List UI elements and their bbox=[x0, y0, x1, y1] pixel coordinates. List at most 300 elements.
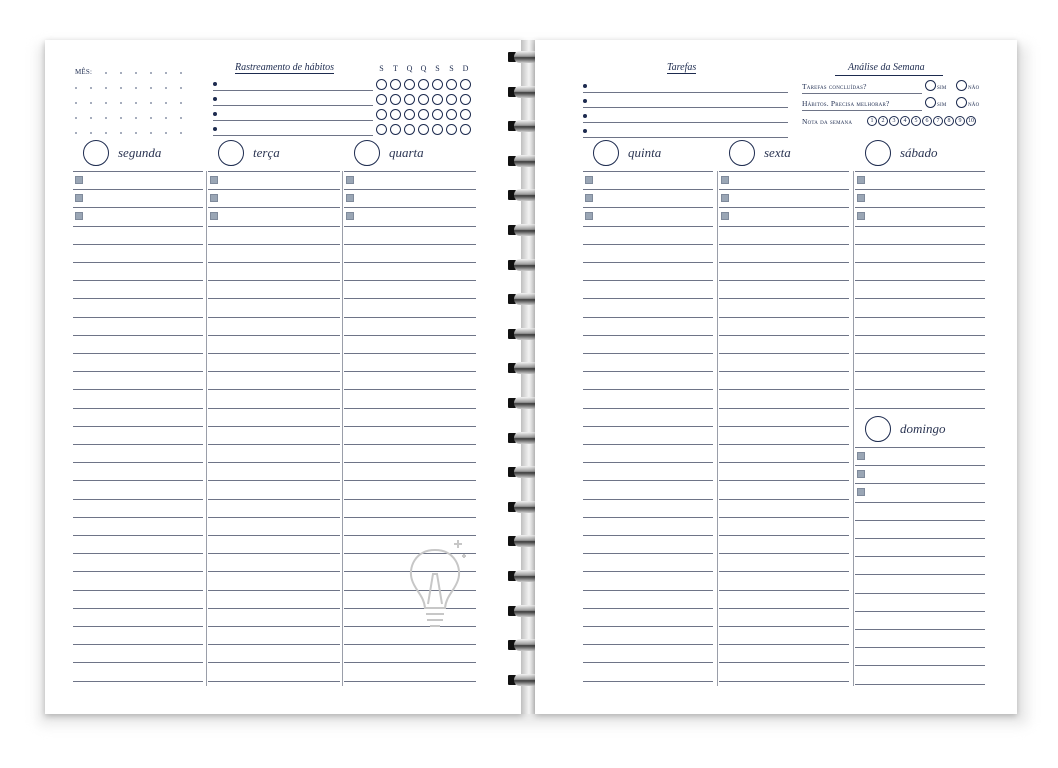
task-checkbox[interactable] bbox=[346, 176, 354, 184]
note-line[interactable] bbox=[208, 626, 340, 627]
note-line[interactable] bbox=[719, 335, 849, 336]
note-line[interactable] bbox=[73, 644, 203, 645]
habit-check-circle[interactable] bbox=[390, 124, 401, 135]
note-line[interactable] bbox=[208, 408, 340, 409]
note-line[interactable] bbox=[344, 517, 476, 518]
note-line[interactable] bbox=[73, 681, 203, 682]
note-line[interactable] bbox=[344, 353, 476, 354]
grid-dot bbox=[165, 87, 167, 89]
note-line[interactable] bbox=[583, 207, 713, 208]
note-line[interactable] bbox=[855, 574, 985, 575]
task-line[interactable] bbox=[583, 107, 788, 108]
habit-check-circle[interactable] bbox=[460, 124, 471, 135]
grid-dot bbox=[90, 102, 92, 104]
note-line[interactable] bbox=[344, 189, 476, 190]
rating-circle-10[interactable]: 10 bbox=[968, 118, 974, 124]
note-line[interactable] bbox=[208, 480, 340, 481]
column-divider bbox=[717, 171, 718, 686]
note-line[interactable] bbox=[719, 262, 849, 263]
rating-label: Nota da semana bbox=[802, 117, 853, 126]
day-name-sábado: sábado bbox=[900, 145, 938, 160]
note-line[interactable] bbox=[855, 611, 985, 612]
note-line[interactable] bbox=[583, 408, 713, 409]
note-line[interactable] bbox=[583, 298, 713, 299]
note-line[interactable] bbox=[344, 462, 476, 463]
habit-check-circle[interactable] bbox=[390, 94, 401, 105]
rating-circle-7[interactable]: 7 bbox=[933, 116, 943, 126]
task-line[interactable] bbox=[583, 137, 788, 138]
note-line[interactable] bbox=[344, 444, 476, 445]
note-line[interactable] bbox=[344, 335, 476, 336]
lightbulb-icon bbox=[400, 530, 470, 640]
habit-check-circle[interactable] bbox=[432, 109, 443, 120]
note-line[interactable] bbox=[855, 189, 985, 190]
note-line[interactable] bbox=[344, 280, 476, 281]
note-line[interactable] bbox=[73, 244, 203, 245]
task-checkbox[interactable] bbox=[857, 452, 865, 460]
task-checkbox[interactable] bbox=[585, 212, 593, 220]
note-line[interactable] bbox=[208, 553, 340, 554]
rating-circle-9[interactable]: 9 bbox=[955, 116, 965, 126]
note-line[interactable] bbox=[719, 189, 849, 190]
note-line[interactable] bbox=[583, 571, 713, 572]
task-bullet bbox=[583, 99, 587, 103]
note-line[interactable] bbox=[208, 171, 340, 172]
note-line[interactable] bbox=[855, 447, 985, 448]
habit-day-letter: T bbox=[393, 64, 398, 73]
note-line[interactable] bbox=[208, 298, 340, 299]
tasks-title: Tarefas bbox=[667, 62, 697, 73]
note-line[interactable] bbox=[583, 389, 713, 390]
note-line[interactable] bbox=[73, 371, 203, 372]
note-line[interactable] bbox=[719, 571, 849, 572]
day-name-quarta: quarta bbox=[389, 145, 424, 160]
note-line[interactable] bbox=[208, 335, 340, 336]
task-checkbox[interactable] bbox=[585, 176, 593, 184]
day-name-segunda: segunda bbox=[118, 145, 162, 160]
note-line[interactable] bbox=[344, 207, 476, 208]
note-line[interactable] bbox=[73, 462, 203, 463]
grid-dot bbox=[105, 132, 107, 134]
note-line[interactable] bbox=[855, 207, 985, 208]
note-line[interactable] bbox=[208, 189, 340, 190]
task-checkbox[interactable] bbox=[75, 176, 83, 184]
note-line[interactable] bbox=[719, 626, 849, 627]
note-line[interactable] bbox=[719, 499, 849, 500]
note-line[interactable] bbox=[583, 462, 713, 463]
habit-check-circle[interactable] bbox=[446, 109, 457, 120]
note-line[interactable] bbox=[855, 520, 985, 521]
grid-dot bbox=[150, 72, 152, 74]
note-line[interactable] bbox=[344, 408, 476, 409]
note-line[interactable] bbox=[73, 444, 203, 445]
note-line[interactable] bbox=[208, 353, 340, 354]
note-line[interactable] bbox=[73, 590, 203, 591]
note-line[interactable] bbox=[344, 681, 476, 682]
note-line[interactable] bbox=[73, 298, 203, 299]
note-line[interactable] bbox=[73, 280, 203, 281]
note-line[interactable] bbox=[73, 226, 203, 227]
habit-check-circle[interactable] bbox=[460, 94, 471, 105]
note-line[interactable] bbox=[719, 608, 849, 609]
note-line[interactable] bbox=[583, 262, 713, 263]
note-line[interactable] bbox=[208, 389, 340, 390]
rating-circle-6[interactable]: 6 bbox=[922, 116, 932, 126]
habit-day-letter: S bbox=[435, 64, 440, 73]
habit-check-circle[interactable] bbox=[460, 109, 471, 120]
note-line[interactable] bbox=[583, 681, 713, 682]
note-line[interactable] bbox=[583, 608, 713, 609]
note-line[interactable] bbox=[719, 244, 849, 245]
note-line[interactable] bbox=[719, 207, 849, 208]
habit-check-circle[interactable] bbox=[460, 79, 471, 90]
note-line[interactable] bbox=[583, 317, 713, 318]
note-line[interactable] bbox=[73, 608, 203, 609]
grid-dot bbox=[120, 72, 122, 74]
grid-dot bbox=[105, 117, 107, 119]
habit-check-circle[interactable] bbox=[446, 94, 457, 105]
task-checkbox[interactable] bbox=[75, 212, 83, 220]
note-line[interactable] bbox=[73, 571, 203, 572]
habit-day-letter: D bbox=[462, 64, 469, 73]
note-line[interactable] bbox=[855, 593, 985, 594]
day-name-sexta: sexta bbox=[764, 145, 791, 160]
task-checkbox[interactable] bbox=[721, 212, 729, 220]
task-checkbox[interactable] bbox=[857, 488, 865, 496]
note-line[interactable] bbox=[583, 371, 713, 372]
note-line[interactable] bbox=[583, 499, 713, 500]
note-line[interactable] bbox=[344, 262, 476, 263]
habit-day-letter: Q bbox=[406, 64, 413, 73]
note-line[interactable] bbox=[208, 207, 340, 208]
habit-check-circle[interactable] bbox=[418, 124, 429, 135]
domingo-circle bbox=[865, 416, 891, 442]
note-line[interactable] bbox=[208, 608, 340, 609]
habit-bullet bbox=[213, 82, 217, 86]
note-line[interactable] bbox=[344, 171, 476, 172]
habit-check-circle[interactable] bbox=[390, 109, 401, 120]
note-line[interactable] bbox=[855, 483, 985, 484]
task-checkbox[interactable] bbox=[210, 194, 218, 202]
rating-circle-8[interactable]: 8 bbox=[944, 116, 954, 126]
grid-dot bbox=[150, 132, 152, 134]
grid-dot bbox=[120, 132, 122, 134]
note-line[interactable] bbox=[855, 684, 985, 685]
note-line[interactable] bbox=[344, 371, 476, 372]
grid-dot bbox=[105, 87, 107, 89]
note-line[interactable] bbox=[855, 244, 985, 245]
note-line[interactable] bbox=[719, 298, 849, 299]
grid-dot bbox=[90, 117, 92, 119]
habit-check-circle[interactable] bbox=[404, 94, 415, 105]
habits-yes-radio[interactable] bbox=[925, 97, 936, 108]
note-line[interactable] bbox=[208, 499, 340, 500]
habit-bullet bbox=[213, 127, 217, 131]
habit-check-circle[interactable] bbox=[390, 79, 401, 90]
note-line[interactable] bbox=[208, 644, 340, 645]
habit-day-letter: S bbox=[449, 64, 454, 73]
grid-dot bbox=[180, 102, 182, 104]
note-line[interactable] bbox=[73, 662, 203, 663]
column-divider bbox=[206, 171, 207, 686]
note-line[interactable] bbox=[583, 553, 713, 554]
note-line[interactable] bbox=[73, 335, 203, 336]
note-line[interactable] bbox=[855, 647, 985, 648]
note-line[interactable] bbox=[344, 480, 476, 481]
grid-dot bbox=[135, 102, 137, 104]
note-line[interactable] bbox=[73, 517, 203, 518]
grid-dot bbox=[150, 87, 152, 89]
note-line[interactable] bbox=[719, 408, 849, 409]
note-line[interactable] bbox=[583, 226, 713, 227]
habit-day-letter: Q bbox=[420, 64, 427, 73]
note-line[interactable] bbox=[208, 662, 340, 663]
habit-bullet bbox=[213, 97, 217, 101]
note-line[interactable] bbox=[73, 207, 203, 208]
habit-line[interactable] bbox=[213, 105, 373, 106]
note-line[interactable] bbox=[583, 244, 713, 245]
grid-dot bbox=[150, 117, 152, 119]
note-line[interactable] bbox=[208, 444, 340, 445]
note-line[interactable] bbox=[719, 171, 849, 172]
note-line[interactable] bbox=[208, 517, 340, 518]
tasks-yes-label: sim bbox=[937, 82, 947, 91]
rating-circle-5[interactable]: 5 bbox=[911, 116, 921, 126]
note-line[interactable] bbox=[208, 681, 340, 682]
habit-line[interactable] bbox=[213, 135, 373, 136]
note-line[interactable] bbox=[208, 371, 340, 372]
grid-dot bbox=[75, 117, 77, 119]
note-line[interactable] bbox=[855, 389, 985, 390]
note-line[interactable] bbox=[583, 171, 713, 172]
note-line[interactable] bbox=[208, 226, 340, 227]
note-line[interactable] bbox=[73, 480, 203, 481]
note-line[interactable] bbox=[344, 244, 476, 245]
habits-no-label: não bbox=[968, 99, 980, 108]
note-line[interactable] bbox=[583, 517, 713, 518]
sábado-circle bbox=[865, 140, 891, 166]
note-line[interactable] bbox=[583, 644, 713, 645]
note-line[interactable] bbox=[583, 189, 713, 190]
note-line[interactable] bbox=[73, 426, 203, 427]
note-line[interactable] bbox=[208, 317, 340, 318]
note-line[interactable] bbox=[208, 590, 340, 591]
terça-circle bbox=[218, 140, 244, 166]
task-checkbox[interactable] bbox=[857, 176, 865, 184]
note-line[interactable] bbox=[73, 317, 203, 318]
day-name-domingo: domingo bbox=[900, 421, 946, 436]
note-line[interactable] bbox=[73, 262, 203, 263]
note-line[interactable] bbox=[719, 480, 849, 481]
note-line[interactable] bbox=[344, 317, 476, 318]
habits-no-radio[interactable] bbox=[956, 97, 967, 108]
task-checkbox[interactable] bbox=[585, 194, 593, 202]
note-line[interactable] bbox=[719, 444, 849, 445]
habits-title: Rastreamento de hábitos bbox=[235, 62, 335, 73]
grid-dot bbox=[165, 102, 167, 104]
note-line[interactable] bbox=[855, 538, 985, 539]
note-line[interactable] bbox=[855, 502, 985, 503]
grid-dot bbox=[135, 72, 137, 74]
task-checkbox[interactable] bbox=[75, 194, 83, 202]
note-line[interactable] bbox=[719, 590, 849, 591]
column-divider bbox=[342, 171, 343, 686]
note-line[interactable] bbox=[208, 244, 340, 245]
note-line[interactable] bbox=[855, 226, 985, 227]
grid-dot bbox=[75, 102, 77, 104]
habit-check-circle[interactable] bbox=[446, 124, 457, 135]
note-line[interactable] bbox=[344, 389, 476, 390]
note-line[interactable] bbox=[719, 462, 849, 463]
grid-dot bbox=[75, 132, 77, 134]
note-line[interactable] bbox=[344, 662, 476, 663]
habit-check-circle[interactable] bbox=[376, 109, 387, 120]
note-line[interactable] bbox=[583, 444, 713, 445]
note-line[interactable] bbox=[855, 465, 985, 466]
task-checkbox[interactable] bbox=[210, 212, 218, 220]
note-line[interactable] bbox=[719, 517, 849, 518]
note-line[interactable] bbox=[855, 262, 985, 263]
grid-dot bbox=[105, 72, 107, 74]
note-line[interactable] bbox=[719, 317, 849, 318]
note-line[interactable] bbox=[719, 389, 849, 390]
note-line[interactable] bbox=[855, 556, 985, 557]
task-checkbox[interactable] bbox=[721, 194, 729, 202]
grid-dot bbox=[165, 117, 167, 119]
grid-dot bbox=[180, 87, 182, 89]
note-line[interactable] bbox=[855, 629, 985, 630]
note-line[interactable] bbox=[719, 280, 849, 281]
note-line[interactable] bbox=[855, 298, 985, 299]
note-line[interactable] bbox=[208, 280, 340, 281]
habit-check-circle[interactable] bbox=[404, 79, 415, 90]
note-line[interactable] bbox=[208, 535, 340, 536]
note-line[interactable] bbox=[344, 499, 476, 500]
note-line[interactable] bbox=[583, 626, 713, 627]
task-line[interactable] bbox=[583, 122, 788, 123]
grid-dot bbox=[165, 132, 167, 134]
note-line[interactable] bbox=[73, 553, 203, 554]
note-line[interactable] bbox=[344, 226, 476, 227]
grid-dot bbox=[180, 117, 182, 119]
note-line[interactable] bbox=[208, 262, 340, 263]
tasks-yes-radio[interactable] bbox=[925, 80, 936, 91]
note-line[interactable] bbox=[73, 535, 203, 536]
note-line[interactable] bbox=[583, 280, 713, 281]
habit-check-circle[interactable] bbox=[432, 94, 443, 105]
note-line[interactable] bbox=[855, 171, 985, 172]
habit-check-circle[interactable] bbox=[418, 79, 429, 90]
tasks-no-radio[interactable] bbox=[956, 80, 967, 91]
note-line[interactable] bbox=[73, 353, 203, 354]
review-question-tasks: Tarefas concluídas? bbox=[802, 82, 867, 91]
rating-circle-1[interactable]: 1 bbox=[867, 116, 877, 126]
note-line[interactable] bbox=[583, 335, 713, 336]
habit-line[interactable] bbox=[213, 120, 373, 121]
day-name-terça: terça bbox=[253, 145, 280, 160]
task-checkbox[interactable] bbox=[346, 194, 354, 202]
note-line[interactable] bbox=[344, 426, 476, 427]
task-checkbox[interactable] bbox=[346, 212, 354, 220]
note-line[interactable] bbox=[583, 353, 713, 354]
review-question-habits: Hábitos. Precisa melhorar? bbox=[802, 99, 890, 108]
note-line[interactable] bbox=[73, 171, 203, 172]
note-line[interactable] bbox=[719, 426, 849, 427]
note-line[interactable] bbox=[73, 389, 203, 390]
habit-check-circle[interactable] bbox=[404, 109, 415, 120]
habit-check-circle[interactable] bbox=[376, 94, 387, 105]
note-line[interactable] bbox=[719, 353, 849, 354]
task-checkbox[interactable] bbox=[857, 470, 865, 478]
note-line[interactable] bbox=[719, 644, 849, 645]
task-checkbox[interactable] bbox=[857, 212, 865, 220]
note-line[interactable] bbox=[855, 408, 985, 409]
habit-check-circle[interactable] bbox=[432, 124, 443, 135]
habit-check-circle[interactable] bbox=[376, 124, 387, 135]
note-line[interactable] bbox=[855, 317, 985, 318]
note-line[interactable] bbox=[583, 426, 713, 427]
note-line[interactable] bbox=[855, 353, 985, 354]
left-page bbox=[45, 40, 523, 714]
habit-line[interactable] bbox=[213, 90, 373, 91]
note-line[interactable] bbox=[208, 571, 340, 572]
note-line[interactable] bbox=[719, 226, 849, 227]
habit-check-circle[interactable] bbox=[432, 79, 443, 90]
note-line[interactable] bbox=[73, 499, 203, 500]
note-line[interactable] bbox=[583, 590, 713, 591]
note-line[interactable] bbox=[73, 189, 203, 190]
habit-check-circle[interactable] bbox=[404, 124, 415, 135]
note-line[interactable] bbox=[73, 626, 203, 627]
note-line[interactable] bbox=[719, 662, 849, 663]
note-line[interactable] bbox=[855, 665, 985, 666]
note-line[interactable] bbox=[719, 553, 849, 554]
sexta-circle bbox=[729, 140, 755, 166]
task-checkbox[interactable] bbox=[210, 176, 218, 184]
rating-circle-4[interactable]: 4 bbox=[900, 116, 910, 126]
habit-check-circle[interactable] bbox=[446, 79, 457, 90]
note-line[interactable] bbox=[583, 480, 713, 481]
note-line[interactable] bbox=[719, 535, 849, 536]
grid-dot bbox=[90, 87, 92, 89]
note-line[interactable] bbox=[855, 335, 985, 336]
habits-yes-label: sim bbox=[937, 99, 947, 108]
note-line[interactable] bbox=[719, 681, 849, 682]
note-line[interactable] bbox=[855, 280, 985, 281]
task-checkbox[interactable] bbox=[721, 176, 729, 184]
grid-dot bbox=[180, 72, 182, 74]
rating-circle-3[interactable]: 3 bbox=[889, 116, 899, 126]
note-line[interactable] bbox=[208, 462, 340, 463]
note-line[interactable] bbox=[855, 371, 985, 372]
note-line[interactable] bbox=[344, 644, 476, 645]
note-line[interactable] bbox=[719, 371, 849, 372]
habit-check-circle[interactable] bbox=[376, 79, 387, 90]
note-line[interactable] bbox=[73, 408, 203, 409]
note-line[interactable] bbox=[208, 426, 340, 427]
quarta-circle bbox=[354, 140, 380, 166]
rating-circle-2[interactable]: 2 bbox=[878, 116, 888, 126]
task-checkbox[interactable] bbox=[857, 194, 865, 202]
habit-check-circle[interactable] bbox=[418, 94, 429, 105]
note-line[interactable] bbox=[583, 535, 713, 536]
habit-check-circle[interactable] bbox=[418, 109, 429, 120]
note-line[interactable] bbox=[583, 662, 713, 663]
right-page bbox=[535, 40, 1017, 714]
note-line[interactable] bbox=[344, 298, 476, 299]
day-name-quinta: quinta bbox=[628, 145, 662, 160]
task-line[interactable] bbox=[583, 92, 788, 93]
